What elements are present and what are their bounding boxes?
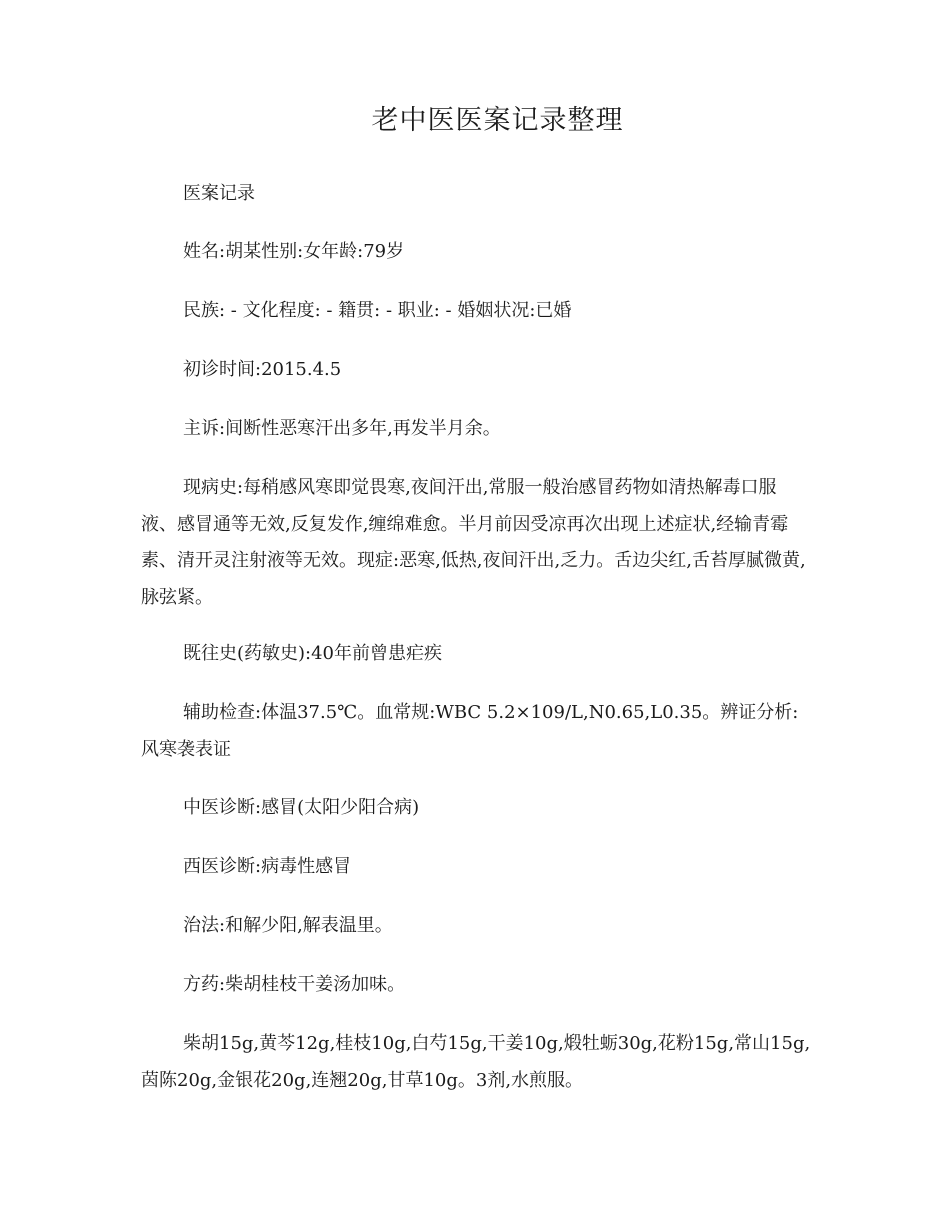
prescription-ingredients: 柴胡15g,黄芩12g,桂枝10g,白芍15g,干姜10g,煅牡蛎30g,花粉15g,常山15g,茵陈20g,金银花20g,连翘20g,甘草10g。3剂,水煎服。: [141, 1033, 811, 1091]
document-title: 老中医医案记录整理: [371, 105, 624, 136]
prescription: 方药:柴胡桂枝干姜汤加味。: [183, 974, 406, 995]
first-visit-date: 初诊时间:2015.4.5: [183, 359, 342, 380]
present-illness-history: 现病史:每稍感风寒即觉畏寒,夜间汗出,常服一般治感冒药物如清热解毒口服液、感冒通等无效,反复发作,缠绵难愈。半月前因受凉再次出现上述症状,经输青霉素、清开灵注射液等无效。现症:恶寒,低热,夜间汗出,乏力。舌边尖红,舌苔厚腻微黄,脉弦紧。: [141, 477, 806, 608]
past-history: 既往史(药敏史):40年前曾患疟疾: [183, 643, 443, 664]
western-diagnosis: 西医诊断:病毒性感冒: [183, 856, 352, 877]
auxiliary-examination: 辅助检查:体温37.5℃。血常规:WBC 5.2×109/L,N0.65,L0.35。辨证分析:风寒袭表证: [141, 702, 799, 760]
treatment-method: 治法:和解少阳,解表温里。: [183, 915, 393, 936]
tcm-diagnosis: 中医诊断:感冒(太阳少阳合病): [183, 797, 420, 818]
section-heading-case-record: 医案记录: [183, 183, 255, 204]
patient-demographics: 民族: - 文化程度: - 籍贯: - 职业: - 婚姻状况:已婚: [183, 300, 572, 321]
chief-complaint: 主诉:间断性恶寒汗出多年,再发半月余。: [183, 418, 501, 439]
patient-basic-info: 姓名:胡某性别:女年龄:79岁: [183, 241, 405, 262]
